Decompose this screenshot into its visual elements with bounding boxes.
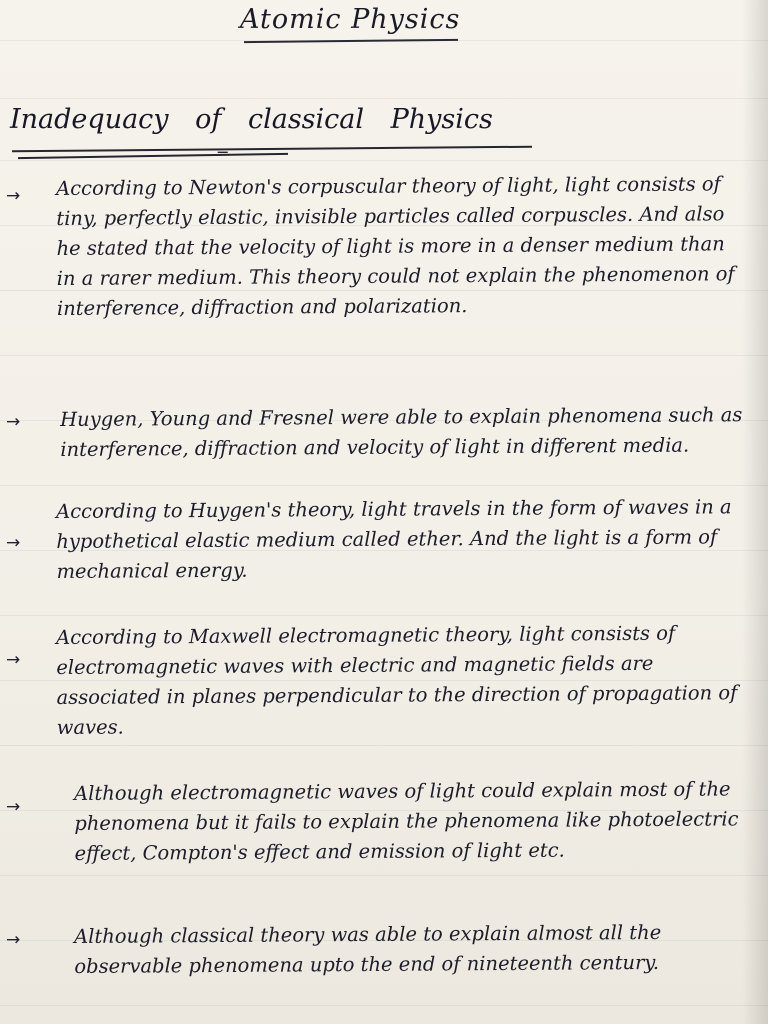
ruled-line [0, 1005, 768, 1006]
paragraph-newton-corpuscular: According to Newton's corpuscular theory of light, light consists of tiny, perfectly elastic, invisible particles called corpuscles. And also he stated that the velocity of light is more in a denser medium than in a rarer medium. This theory could not explain the phenomenon of interference, diffraction and polarization. [56, 172, 735, 320]
bullet-arrow: → [6, 797, 21, 817]
page-edge-shadow [742, 0, 768, 1024]
bullet-arrow: → [6, 186, 21, 206]
ruled-line [0, 355, 768, 356]
page-title: Atomic Physics [240, 4, 461, 35]
section-heading: Inadequacy of classical Physics [10, 104, 493, 135]
paragraph-em-waves-limitations: Although electromagnetic waves of light could explain most of the phenomena but it fails to explain the phenomena like photoelectric effect, Compton's effect and emission of light etc. [74, 777, 739, 865]
ruled-line [0, 875, 768, 876]
ruled-line [0, 485, 768, 486]
bullet-arrow: → [6, 930, 21, 950]
paragraph-huygen-young-fresnel: Huygen, Young and Fresnel were able to explain phenomena such as interference, diffraction and velocity of light in different media. [60, 403, 743, 461]
ruled-line [0, 160, 768, 161]
heading-equals-mark: = [216, 141, 230, 160]
ruled-line [0, 615, 768, 616]
bullet-arrow: → [6, 650, 21, 670]
bullet-arrow: → [6, 533, 21, 553]
heading-underline [18, 153, 288, 159]
bullet-arrow: → [6, 412, 21, 432]
ruled-line [0, 98, 768, 99]
ruled-line [0, 745, 768, 746]
paragraph-classical-theory: Although classical theory was able to explain almost all the observable phenomena upto the end of nineteenth century. [74, 920, 662, 978]
heading-underline [12, 146, 532, 153]
paragraph-maxwell-theory: According to Maxwell electromagnetic theory, light consists of electromagnetic waves with electric and magnetic fields are associated in planes perpendicular to the direction of propagation of waves. [56, 621, 738, 739]
paragraph-huygen-wave-theory: According to Huygen's theory, light travels in the form of waves in a hypothetical elastic medium called ether. And the light is a form of mechanical energy. [56, 495, 732, 583]
